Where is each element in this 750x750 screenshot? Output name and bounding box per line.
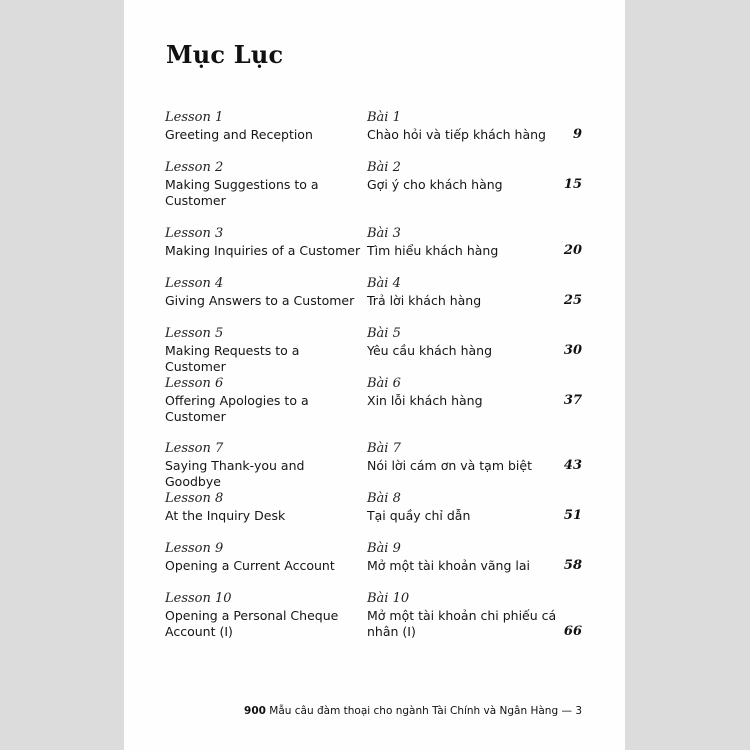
bai-label: Bài 9: [367, 541, 401, 556]
lesson-label: Lesson 3: [165, 226, 224, 241]
page-number: 25: [563, 293, 582, 308]
bai-label: Bài 1: [367, 110, 401, 125]
vietnamese-title: Mở một tài khoản chi phiếu cá nhân (I): [367, 608, 557, 639]
english-title: Greeting and Reception: [165, 127, 313, 142]
lesson-label: Lesson 6: [165, 376, 224, 391]
page-number: 20: [563, 243, 582, 258]
footer-book-number: 900: [244, 705, 266, 717]
page-number: 43: [563, 458, 582, 473]
lesson-label: Lesson 2: [165, 160, 224, 175]
english-title: Making Requests to a Customer: [165, 343, 300, 374]
vietnamese-title: Tìm hiểu khách hàng: [367, 243, 499, 258]
bai-label: Bài 6: [367, 376, 401, 391]
english-title: Making Suggestions to a Customer: [165, 177, 319, 208]
page-number: 66: [563, 624, 582, 639]
vietnamese-title: Xin lỗi khách hàng: [367, 393, 483, 408]
book-page: [124, 0, 625, 750]
lesson-label: Lesson 8: [165, 491, 224, 506]
page-number: 37: [563, 393, 582, 408]
bai-label: Bài 7: [367, 441, 401, 456]
vietnamese-title: Chào hỏi và tiếp khách hàng: [367, 127, 546, 142]
vietnamese-title: Mở một tài khoản vãng lai: [367, 558, 530, 573]
page-number: 58: [563, 558, 582, 573]
vietnamese-title: Trả lời khách hàng: [367, 293, 482, 308]
lesson-label: Lesson 1: [165, 110, 224, 125]
english-title: Giving Answers to a Customer: [165, 293, 355, 308]
table-of-contents: [124, 0, 625, 750]
vietnamese-title: Tại quầy chỉ dẫn: [367, 508, 471, 523]
english-title: Offering Apologies to a Customer: [165, 393, 309, 424]
vietnamese-title: Yêu cầu khách hàng: [367, 343, 493, 358]
page-title: Mục Lục: [166, 40, 284, 69]
lesson-label: Lesson 4: [165, 276, 224, 291]
bai-label: Bài 10: [367, 591, 410, 606]
english-title: Saying Thank-you and Goodbye: [165, 458, 305, 489]
footer-page-number: 3: [575, 705, 582, 717]
page-number: 30: [563, 343, 582, 358]
footer-separator: —: [561, 705, 572, 717]
footer-book-title: Mẫu câu đàm thoại cho ngành Tài Chính và Ngân Hàng: [269, 705, 559, 717]
vietnamese-title: Nói lời cám ơn và tạm biệt: [367, 458, 532, 473]
english-title: Making Inquiries of a Customer: [165, 243, 361, 258]
lesson-label: Lesson 9: [165, 541, 224, 556]
page-number: 51: [563, 508, 582, 523]
page-number: 9: [572, 127, 582, 142]
page-footer: [244, 705, 582, 717]
page-number: 15: [563, 177, 582, 192]
vietnamese-title: Gợi ý cho khách hàng: [367, 177, 503, 192]
lesson-label: Lesson 7: [165, 441, 224, 456]
english-title: Opening a Personal Cheque Account (I): [165, 608, 339, 639]
bai-label: Bài 2: [367, 160, 401, 175]
bai-label: Bài 3: [367, 226, 401, 241]
english-title: At the Inquiry Desk: [165, 508, 286, 523]
bai-label: Bài 4: [367, 276, 401, 291]
bai-label: Bài 8: [367, 491, 401, 506]
lesson-label: Lesson 5: [165, 326, 224, 341]
bai-label: Bài 5: [367, 326, 401, 341]
lesson-label: Lesson 10: [165, 591, 232, 606]
english-title: Opening a Current Account: [165, 558, 335, 573]
